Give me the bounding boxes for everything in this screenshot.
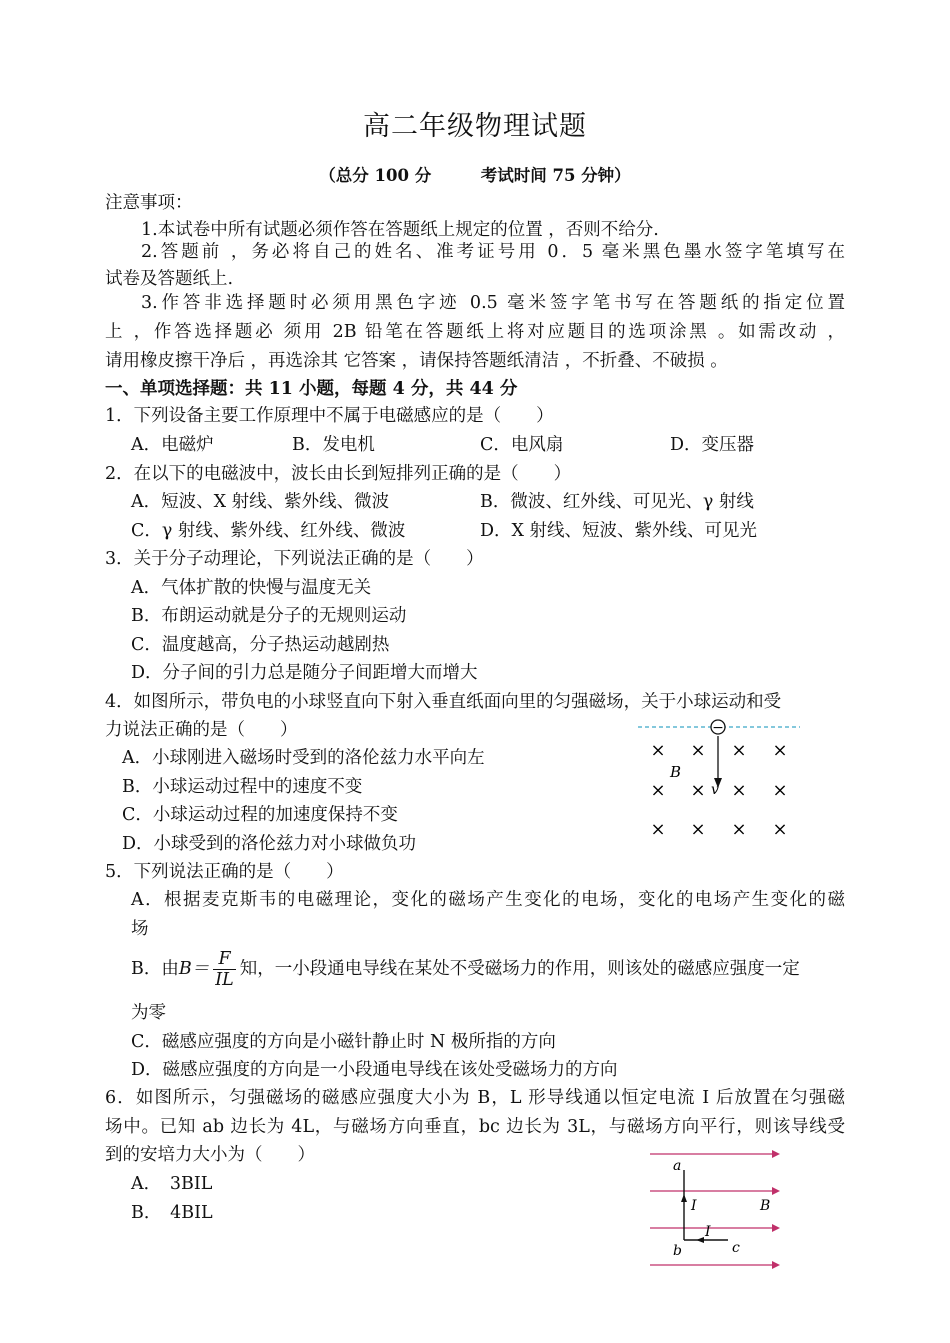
field-cross: × <box>772 819 788 840</box>
field-cross: × <box>650 780 666 801</box>
notice-line-1: 1.本试卷中所有试题必须作答在答题纸上规定的位置 ，否则不给分. <box>141 220 659 240</box>
q6-stem-line-2: 场中。已知 ab 边长为 4L，与磁场方向垂直，bc 边长为 3L，与磁场方向平行，则该导线受 <box>105 1117 845 1137</box>
current-arrow-up <box>681 1194 687 1202</box>
fraction-denominator: IL <box>215 970 234 990</box>
q3-option-d: D．分子间的引力总是随分子间距增大而增大 <box>131 663 478 683</box>
point-c-label: c <box>732 1240 740 1256</box>
field-label-b: B <box>760 1198 771 1214</box>
q3-option-c: C．温度越高，分子热运动越剧热 <box>131 635 390 655</box>
q2-option-b: B．微波、红外线、可见光、γ 射线 <box>480 492 754 512</box>
q4-option-c: C．小球运动过程的加速度保持不变 <box>122 805 398 825</box>
q4-option-d: D．小球受到的洛伦兹力对小球做负功 <box>122 834 417 854</box>
notice-heading: 注意事项： <box>105 193 193 213</box>
q1-option-b: B．发电机 <box>292 435 375 455</box>
charge-sign: − <box>712 720 724 736</box>
q5-option-a-line-2: 场 <box>131 919 149 939</box>
q4-stem-line-2: 力说法正确的是（ ） <box>105 720 298 740</box>
field-label-b: B <box>670 763 682 781</box>
q2-option-c: C．γ 射线、紫外线、红外线、微波 <box>131 521 406 541</box>
q4-option-a: A．小球刚进入磁场时受到的洛伦兹力水平向左 <box>122 748 485 768</box>
notice-line-3a: 3.作答非选择题时必须用黑色字迹 0.5 毫米签字笔书写在答题纸的指定位置 <box>141 293 845 313</box>
field-cross: × <box>690 740 706 761</box>
field-cross: × <box>650 740 666 761</box>
exam-info: （总分 100 分 考试时间 75 分钟） <box>319 166 631 185</box>
page-title: 高二年级物理试题 <box>363 111 587 142</box>
point-b-label: b <box>673 1243 682 1259</box>
q4-magnetic-field-figure <box>630 712 810 844</box>
field-cross: × <box>772 780 788 801</box>
field-cross: × <box>650 819 666 840</box>
field-cross: × <box>731 780 747 801</box>
q1-option-c: C．电风扇 <box>480 435 564 455</box>
q5-option-c: C．磁感应强度的方向是小磁针静止时 N 极所指的方向 <box>131 1032 556 1052</box>
q1-stem: 1．下列设备主要工作原理中不属于电磁感应的是（ ） <box>105 406 554 426</box>
q6-stem-line-1: 6．如图所示，匀强磁场的磁感应强度大小为 B，L 形导线通以恒定电流 I 后放置在匀强磁 <box>105 1088 845 1108</box>
q6-option-a: A． 3BIL <box>131 1174 213 1194</box>
field-cross: × <box>690 780 706 801</box>
notice-line-2b: 试卷及答题纸上. <box>105 269 234 289</box>
q5-option-d: D．磁感应强度的方向是一小段通电导线在该处受磁场力的方向 <box>131 1060 618 1080</box>
formula-lhs: B＝ <box>178 959 210 979</box>
notice-line-2a: 2.答题前 ，务必将自己的姓名、准考证号用 0．5 毫米黑色墨水签字笔填写在 <box>141 242 845 262</box>
field-line-arrow <box>772 1224 780 1232</box>
notice-line-3b: 上 ，作答选择题必 须用 2B 铅笔在答题纸上将对应题目的选项涂黑 。如需改动 ， <box>105 322 845 342</box>
field-line-arrow <box>772 1187 780 1195</box>
q5-option-b <box>131 947 800 991</box>
q2-stem: 2．在以下的电磁波中，波长由长到短排列正确的是（ ） <box>105 464 572 484</box>
q6-option-b: B． 4BIL <box>131 1203 213 1223</box>
fraction-numerator: F <box>213 949 236 970</box>
field-line-arrow <box>772 1261 780 1269</box>
current-label-ab: I <box>691 1198 697 1214</box>
q5-option-a-line-1: A．根据麦克斯韦的电磁理论，变化的磁场产生变化的电场，变化的电场产生变化的磁 <box>131 890 845 910</box>
field-cross: × <box>731 819 747 840</box>
point-a-label: a <box>673 1158 682 1174</box>
field-cross: × <box>772 740 788 761</box>
q3-stem: 3．关于分子动理论，下列说法正确的是（ ） <box>105 549 484 569</box>
q5-option-b-text: 知，一小段通电导线在某处不受磁场力的作用，则该处的磁感应强度一定 <box>239 959 800 979</box>
notice-line-3c: 请用橡皮擦干净后 ，再选涂其 它答案 ，请保持答题纸清洁 ，不折叠、不破损 。 <box>105 351 728 371</box>
q6-stem-line-3: 到的安培力大小为（ ） <box>105 1145 315 1165</box>
q5-stem: 5．下列说法正确的是（ ） <box>105 862 344 882</box>
q5-option-b-prefix: B．由 <box>131 959 179 979</box>
q4-option-b: B．小球运动过程中的速度不变 <box>122 777 363 797</box>
field-line-arrow <box>772 1150 780 1158</box>
field-cross: × <box>731 740 747 761</box>
q6-l-wire-figure <box>640 1142 790 1277</box>
velocity-label: v <box>711 782 719 798</box>
q3-option-b: B．布朗运动就是分子的无规则运动 <box>131 606 407 626</box>
q4-stem-line-1: 4．如图所示，带负电的小球竖直向下射入垂直纸面向里的匀强磁场，关于小球运动和受 <box>105 692 782 712</box>
q5-option-b-line-2: 为零 <box>131 1003 166 1023</box>
q1-option-a: A．电磁炉 <box>131 435 214 455</box>
q1-option-d: D．变压器 <box>670 435 755 455</box>
current-arrow-left <box>696 1237 704 1243</box>
q3-option-a: A．气体扩散的快慢与温度无关 <box>131 578 372 598</box>
formula-fraction <box>213 949 236 990</box>
field-cross: × <box>690 819 706 840</box>
section-heading: 一、单项选择题：共 11 小题，每题 4 分，共 44 分 <box>105 379 518 399</box>
q2-option-d: D．X 射线、短波、紫外线、可见光 <box>480 521 758 541</box>
q2-option-a: A．短波、X 射线、紫外线、微波 <box>131 492 390 512</box>
current-label-bc: I <box>705 1224 711 1240</box>
